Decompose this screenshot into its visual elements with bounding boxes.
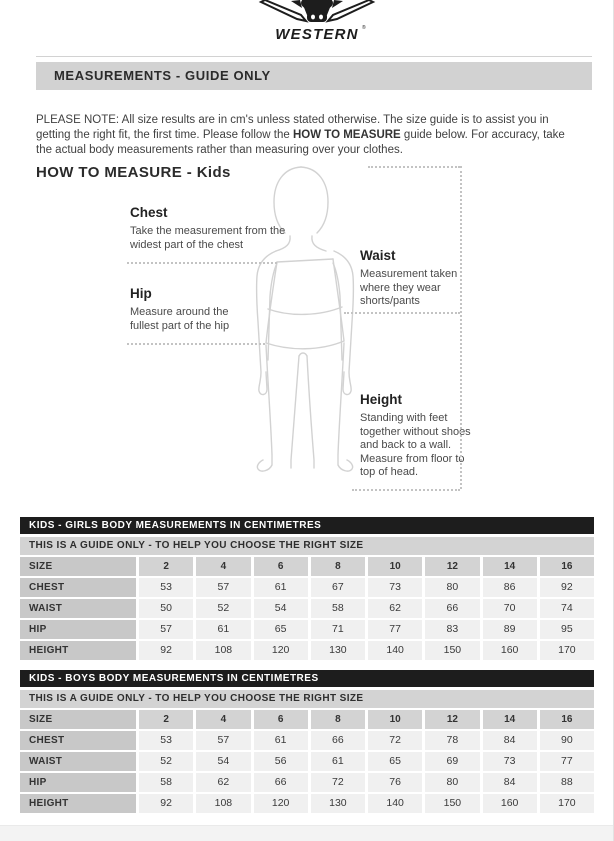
page-title: MEASUREMENTS - GUIDE ONLY (36, 62, 592, 90)
row-label: HIP (20, 773, 136, 792)
measurement-value: 57 (139, 620, 193, 639)
measurement-value: 84 (483, 731, 537, 750)
boys-table-subheader: THIS IS A GUIDE ONLY - TO HELP YOU CHOOSE THE RIGHT SIZE (20, 690, 594, 708)
measurement-value: 92 (139, 641, 193, 660)
section-title-how-to-measure: HOW TO MEASURE - Kids (36, 164, 231, 181)
measurement-value: 57 (196, 578, 250, 597)
row-label: WAIST (20, 752, 136, 771)
waist-measure-line (344, 312, 460, 314)
measurement-value: 62 (368, 599, 422, 618)
measurement-value: 61 (254, 578, 308, 597)
hip-label: Hip (130, 286, 152, 301)
measurement-value: 130 (311, 794, 365, 813)
intro-note (36, 113, 580, 158)
header-divider (36, 56, 592, 57)
size-column-header: 10 (368, 710, 422, 729)
row-label: HIP (20, 620, 136, 639)
western-logo (257, 0, 377, 46)
measurement-value: 56 (254, 752, 308, 771)
size-column-header: 4 (196, 710, 250, 729)
measurement-value: 53 (139, 731, 193, 750)
boys-table-grid (20, 710, 594, 813)
measurement-value: 61 (254, 731, 308, 750)
size-column-header: 8 (311, 710, 365, 729)
girls-measurements-table (20, 517, 594, 660)
measurement-value: 80 (425, 578, 479, 597)
boys-table-header: KIDS - BOYS BODY MEASUREMENTS IN CENTIMETRES (20, 670, 594, 687)
height-top-line (368, 166, 460, 168)
row-label: WAIST (20, 599, 136, 618)
logo-wordmark: WESTERN (275, 26, 359, 43)
measurement-value: 54 (254, 599, 308, 618)
measurement-value: 58 (311, 599, 365, 618)
measurement-value: 54 (196, 752, 250, 771)
measurement-value: 61 (196, 620, 250, 639)
size-column-header: 6 (254, 557, 308, 576)
measurement-value: 52 (139, 752, 193, 771)
measurement-value: 150 (425, 794, 479, 813)
height-floor-line (352, 489, 460, 491)
size-column-header: 12 (425, 710, 479, 729)
row-label: HEIGHT (20, 641, 136, 660)
waist-label: Waist (360, 248, 396, 263)
measurement-value: 140 (368, 641, 422, 660)
hip-description: Measure around the fullest part of the hip (130, 306, 230, 332)
boys-measurements-table (20, 670, 594, 813)
measurement-value: 108 (196, 641, 250, 660)
girls-table-header: KIDS - GIRLS BODY MEASUREMENTS IN CENTIMETRES (20, 517, 594, 534)
measurement-value: 160 (483, 794, 537, 813)
measurement-value: 61 (311, 752, 365, 771)
measurement-value: 120 (254, 641, 308, 660)
measurement-value: 86 (483, 578, 537, 597)
measurement-value: 50 (139, 599, 193, 618)
height-label-block (360, 392, 472, 480)
measurement-value: 78 (425, 731, 479, 750)
measurement-value: 65 (368, 752, 422, 771)
measurement-value: 88 (540, 773, 594, 792)
measurement-value: 70 (483, 599, 537, 618)
chest-label: Chest (130, 205, 168, 220)
measurement-value: 83 (425, 620, 479, 639)
row-label: CHEST (20, 731, 136, 750)
measurement-value: 69 (425, 752, 479, 771)
measurement-value: 73 (368, 578, 422, 597)
measurement-value: 66 (425, 599, 479, 618)
height-label: Height (360, 392, 402, 407)
size-column-header: 4 (196, 557, 250, 576)
measurement-value: 72 (368, 731, 422, 750)
bull-head-icon (261, 0, 373, 22)
measurement-value: 73 (483, 752, 537, 771)
girls-table-subheader: THIS IS A GUIDE ONLY - TO HELP YOU CHOOSE THE RIGHT SIZE (20, 537, 594, 555)
height-description: Standing with feet together without shoes and back to a wall. Measure from floor to top of head. (360, 412, 471, 478)
measurement-value: 92 (540, 578, 594, 597)
hip-label-block (130, 286, 260, 333)
measurement-value: 160 (483, 641, 537, 660)
measurement-value: 84 (483, 773, 537, 792)
measurement-value: 150 (425, 641, 479, 660)
measurement-value: 170 (540, 641, 594, 660)
measurement-value: 77 (368, 620, 422, 639)
measurement-value: 74 (540, 599, 594, 618)
size-column-header: 16 (540, 710, 594, 729)
intro-bold: HOW TO MEASURE (292, 128, 401, 141)
measurement-value: 95 (540, 620, 594, 639)
measurement-value: 140 (368, 794, 422, 813)
measurement-value: 57 (196, 731, 250, 750)
size-column-header: 6 (254, 710, 308, 729)
intro-text-1: PLEASE NOTE: All size results are in cm's unless stated otherwise. The size guide is to assist you in getting the right fit, the first time. Please follow the (36, 113, 549, 141)
size-column-header: 2 (139, 710, 193, 729)
measurement-value: 53 (139, 578, 193, 597)
waist-description: Measurement taken where they wear shorts/pants (360, 268, 458, 307)
hip-measure-line (127, 343, 265, 345)
size-row-label: SIZE (20, 557, 136, 576)
measurement-value: 58 (139, 773, 193, 792)
measurement-value: 72 (311, 773, 365, 792)
registered-mark: ® (362, 25, 366, 31)
size-column-header: 14 (483, 557, 537, 576)
measurement-value: 71 (311, 620, 365, 639)
size-column-header: 16 (540, 557, 594, 576)
size-column-header: 10 (368, 557, 422, 576)
size-column-header: 14 (483, 710, 537, 729)
measurement-value: 80 (425, 773, 479, 792)
chest-description: Take the measurement from the widest part of the chest (130, 225, 286, 251)
footer-band (0, 825, 614, 841)
measurement-value: 66 (254, 773, 308, 792)
chest-measure-line (127, 262, 277, 264)
measurement-value: 120 (254, 794, 308, 813)
measurement-value: 65 (254, 620, 308, 639)
height-vertical-line (460, 166, 462, 489)
girls-table-grid (20, 557, 594, 660)
measurement-value: 77 (540, 752, 594, 771)
row-label: CHEST (20, 578, 136, 597)
measurement-value: 66 (311, 731, 365, 750)
chest-label-block (130, 205, 290, 252)
measurement-value: 170 (540, 794, 594, 813)
measurement-value: 130 (311, 641, 365, 660)
measurement-value: 108 (196, 794, 250, 813)
size-row-label: SIZE (20, 710, 136, 729)
row-label: HEIGHT (20, 794, 136, 813)
measurement-value: 52 (196, 599, 250, 618)
size-column-header: 12 (425, 557, 479, 576)
size-column-header: 8 (311, 557, 365, 576)
measurement-value: 62 (196, 773, 250, 792)
intro-text-2: guide below. For accuracy, take the actual body measurements rather than measuring over your clothes. (36, 128, 565, 156)
measurement-value: 89 (483, 620, 537, 639)
waist-label-block (360, 248, 468, 309)
size-column-header: 2 (139, 557, 193, 576)
measurement-value: 92 (139, 794, 193, 813)
measurement-value: 76 (368, 773, 422, 792)
measurement-value: 90 (540, 731, 594, 750)
measurement-value: 67 (311, 578, 365, 597)
